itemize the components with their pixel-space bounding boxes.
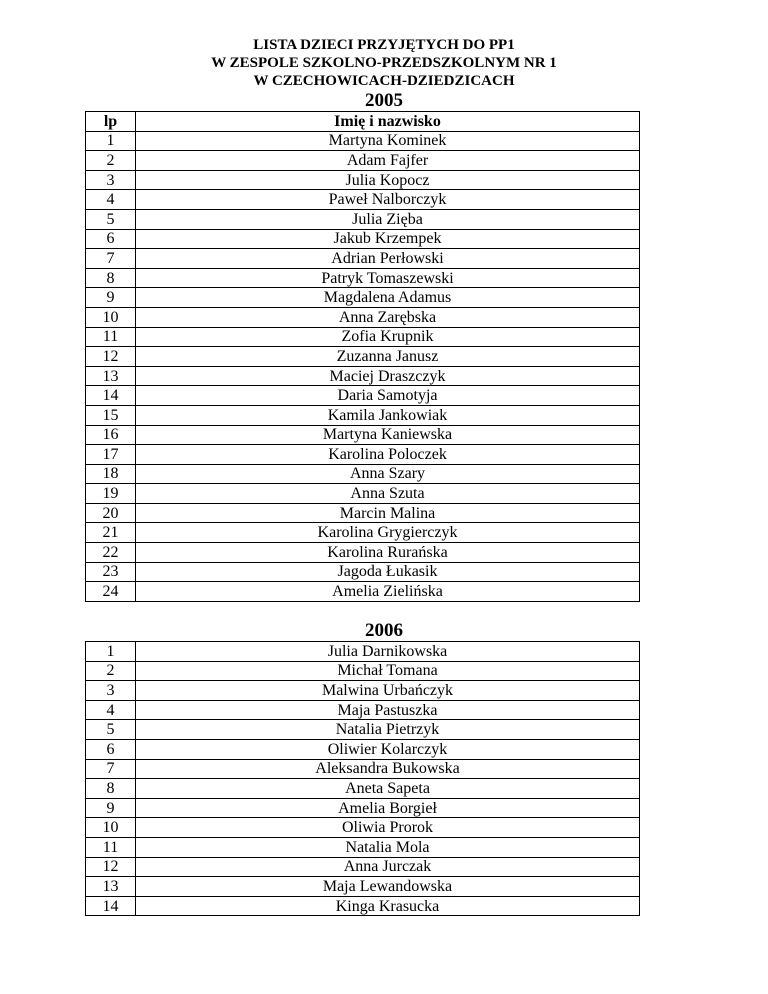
row-number: 16 (86, 425, 136, 445)
row-number: 13 (86, 366, 136, 386)
child-name: Maciej Draszczyk (136, 366, 640, 386)
table-row (86, 543, 640, 563)
header-title-line-2: W ZESPOLE SZKOLNO-PRZEDSZKOLNYM NR 1 (211, 55, 557, 71)
row-number: 8 (86, 268, 136, 288)
child-name: Natalia Pietrzyk (136, 720, 640, 740)
table-row (86, 268, 640, 288)
table-row (86, 720, 640, 740)
row-number: 14 (86, 896, 136, 916)
children-table-2006 (85, 641, 640, 916)
table-row (86, 347, 640, 367)
row-number: 5 (86, 720, 136, 740)
child-name: Jagoda Łukasik (136, 562, 640, 582)
table-row (86, 249, 640, 269)
row-number: 1 (86, 642, 136, 662)
row-number: 3 (86, 170, 136, 190)
child-name: Amelia Zielińska (136, 582, 640, 602)
table-row (86, 739, 640, 759)
document-header (0, 36, 768, 90)
child-name: Oliwier Kolarczyk (136, 739, 640, 759)
child-name: Oliwia Prorok (136, 818, 640, 838)
child-name: Zuzanna Janusz (136, 347, 640, 367)
child-name: Jakub Krzempek (136, 229, 640, 249)
table-row (86, 857, 640, 877)
row-number: 1 (86, 131, 136, 151)
child-name: Maja Lewandowska (136, 877, 640, 897)
table-row (86, 170, 640, 190)
child-name: Malwina Urbańczyk (136, 681, 640, 701)
row-number: 12 (86, 347, 136, 367)
child-name: Michał Tomana (136, 661, 640, 681)
row-number: 9 (86, 798, 136, 818)
table-row (86, 190, 640, 210)
child-name: Patryk Tomaszewski (136, 268, 640, 288)
row-number: 8 (86, 779, 136, 799)
child-name: Aleksandra Bukowska (136, 759, 640, 779)
table-row (86, 288, 640, 308)
row-number: 4 (86, 190, 136, 210)
row-number: 13 (86, 877, 136, 897)
child-name: Karolina Grygierczyk (136, 523, 640, 543)
table-row (86, 818, 640, 838)
row-number: 19 (86, 484, 136, 504)
child-name: Maja Pastuszka (136, 700, 640, 720)
row-number: 24 (86, 582, 136, 602)
year-heading-2005: 2005 (365, 90, 403, 111)
table-row (86, 582, 640, 602)
table-row (86, 131, 640, 151)
table-row (86, 562, 640, 582)
table-row (86, 837, 640, 857)
table-row (86, 798, 640, 818)
row-number: 4 (86, 700, 136, 720)
row-number: 10 (86, 818, 136, 838)
row-number: 6 (86, 229, 136, 249)
table-header-row (86, 112, 640, 132)
row-number: 11 (86, 837, 136, 857)
table-row (86, 661, 640, 681)
table-row (86, 503, 640, 523)
table-row (86, 877, 640, 897)
row-number: 7 (86, 249, 136, 269)
child-name: Karolina Poloczek (136, 445, 640, 465)
child-name: Zofia Krupnik (136, 327, 640, 347)
table-row (86, 307, 640, 327)
table-row (86, 464, 640, 484)
table-row (86, 642, 640, 662)
child-name: Julia Darnikowska (136, 642, 640, 662)
row-number: 15 (86, 405, 136, 425)
table-row (86, 425, 640, 445)
child-name: Amelia Borgieł (136, 798, 640, 818)
row-number: 20 (86, 503, 136, 523)
row-number: 17 (86, 445, 136, 465)
table-row (86, 405, 640, 425)
child-name: Karolina Rurańska (136, 543, 640, 563)
row-number: 2 (86, 151, 136, 171)
table-row (86, 700, 640, 720)
child-name: Adrian Perłowski (136, 249, 640, 269)
child-name: Natalia Mola (136, 837, 640, 857)
row-number: 5 (86, 209, 136, 229)
column-header-lp: lp (86, 112, 136, 132)
column-header-name: Imię i nazwisko (136, 112, 640, 132)
children-table-2005 (85, 111, 640, 602)
child-name: Martyna Kominek (136, 131, 640, 151)
row-number: 9 (86, 288, 136, 308)
child-name: Paweł Nalborczyk (136, 190, 640, 210)
child-name: Kamila Jankowiak (136, 405, 640, 425)
row-number: 11 (86, 327, 136, 347)
row-number: 18 (86, 464, 136, 484)
table-row (86, 779, 640, 799)
table-row (86, 759, 640, 779)
table-row (86, 896, 640, 916)
header-title-line-1: LISTA DZIECI PRZYJĘTYCH DO PP1 (253, 37, 515, 53)
year-heading-2006: 2006 (365, 620, 403, 641)
child-name: Anna Jurczak (136, 857, 640, 877)
table-row (86, 523, 640, 543)
child-name: Julia Kopocz (136, 170, 640, 190)
table-row (86, 445, 640, 465)
row-number: 2 (86, 661, 136, 681)
header-title-line-3: W CZECHOWICACH-DZIEDZICACH (253, 73, 515, 89)
row-number: 6 (86, 739, 136, 759)
child-name: Anna Zarębska (136, 307, 640, 327)
child-name: Anna Szary (136, 464, 640, 484)
row-number: 22 (86, 543, 136, 563)
child-name: Marcin Malina (136, 503, 640, 523)
table-row (86, 484, 640, 504)
table-row (86, 229, 640, 249)
row-number: 12 (86, 857, 136, 877)
table-row (86, 209, 640, 229)
table-row (86, 366, 640, 386)
row-number: 23 (86, 562, 136, 582)
child-name: Aneta Sapeta (136, 779, 640, 799)
child-name: Adam Fajfer (136, 151, 640, 171)
row-number: 7 (86, 759, 136, 779)
table-row (86, 681, 640, 701)
row-number: 14 (86, 386, 136, 406)
row-number: 21 (86, 523, 136, 543)
table-row (86, 327, 640, 347)
child-name: Anna Szuta (136, 484, 640, 504)
child-name: Daria Samotyja (136, 386, 640, 406)
child-name: Magdalena Adamus (136, 288, 640, 308)
row-number: 3 (86, 681, 136, 701)
table-row (86, 386, 640, 406)
row-number: 10 (86, 307, 136, 327)
table-row (86, 151, 640, 171)
child-name: Kinga Krasucka (136, 896, 640, 916)
child-name: Martyna Kaniewska (136, 425, 640, 445)
child-name: Julia Zięba (136, 209, 640, 229)
